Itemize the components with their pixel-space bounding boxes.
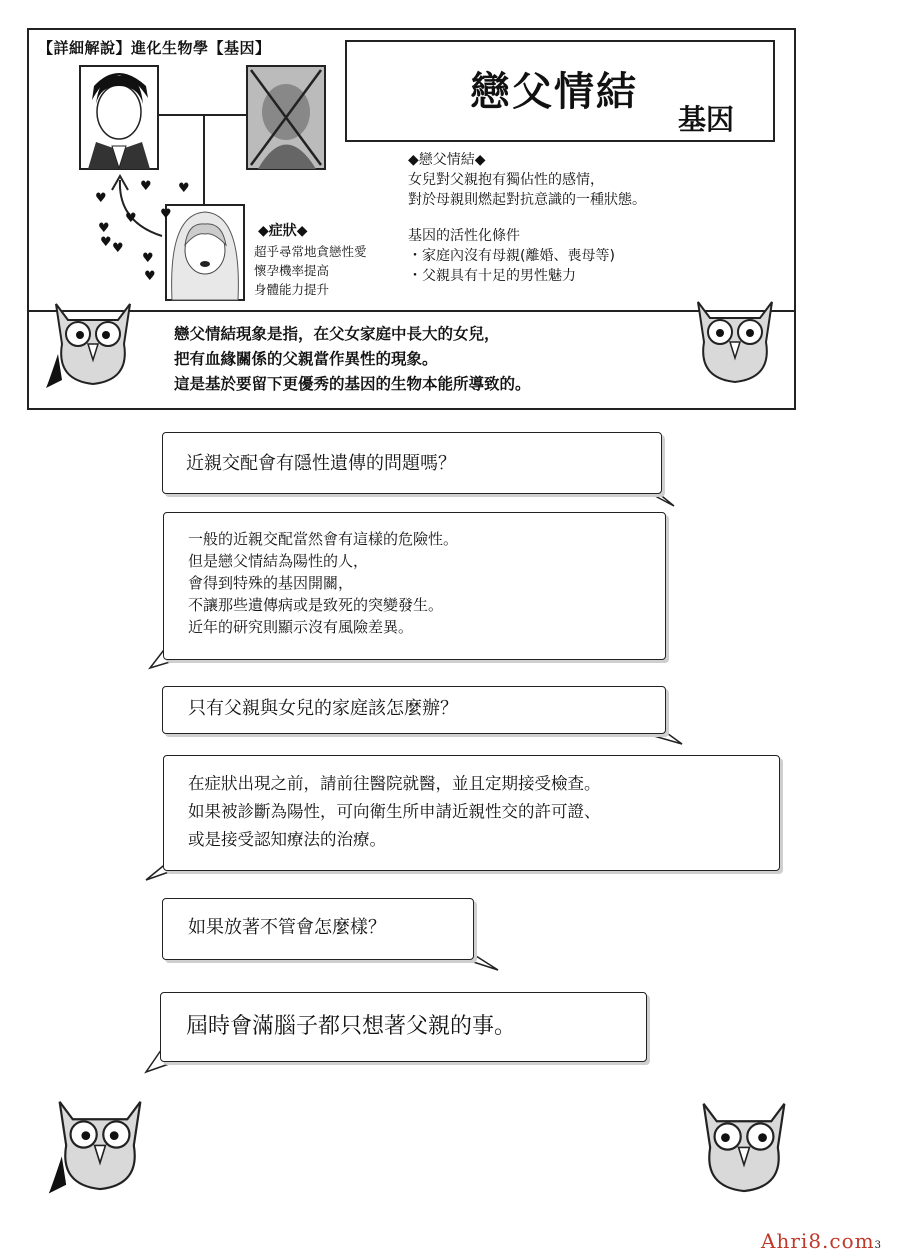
answer-line: 不讓那些遺傳病或是致死的突變發生。 — [188, 596, 444, 614]
summary-line: 這是基於要留下更優秀的基因的生物本能所導致的。 — [174, 375, 531, 393]
definition-heading: ◆戀父情結◆ — [408, 152, 486, 168]
svg-text:♥: ♥ — [100, 235, 112, 250]
answer-text — [188, 770, 601, 854]
answer-line: 近年的研究則顯示沒有風險差異。 — [188, 618, 414, 636]
summary-line: 戀父情結現象是指，在父女家庭中長大的女兒， — [174, 325, 500, 343]
symptom-item: 懷孕機率提高 — [254, 263, 330, 278]
question-text: 如果放著不管會怎麼樣？ — [188, 917, 386, 938]
watermark — [761, 1229, 882, 1253]
page-number: 3 — [874, 1240, 882, 1251]
svg-text:♥: ♥ — [98, 221, 110, 236]
answer-line: 如果被診斷為陽性，可向衛生所申請近親性交的許可證、 — [188, 802, 601, 821]
question-text: 只有父親與女兒的家庭該怎麼辦？ — [188, 698, 458, 719]
svg-text:♥: ♥ — [112, 241, 124, 256]
condition-item: ・父親具有十足的男性魅力 — [408, 268, 576, 284]
answer-line: 會得到特殊的基因開關， — [188, 574, 354, 592]
owl-mascot-icon — [684, 1082, 804, 1202]
symptom-item: 超乎尋常地貪戀性愛 — [254, 244, 367, 259]
page-subtitle: 基因 — [678, 103, 735, 136]
conditions-heading: 基因的活性化條件 — [408, 228, 520, 244]
owl-mascot-icon — [40, 1080, 160, 1200]
svg-text:♥: ♥ — [125, 211, 137, 226]
definition-line: 對於母親則燃起對抗意識的一種狀態。 — [408, 192, 646, 208]
condition-item: ・家庭內沒有母親(離婚、喪母等) — [408, 248, 615, 264]
watermark-text: Ahri8.com — [761, 1229, 875, 1253]
definition-line: 女兒對父親抱有獨佔性的感情， — [408, 172, 604, 188]
answer-text — [188, 528, 458, 638]
symptoms-heading: ◆症狀◆ — [258, 223, 308, 239]
answer-text: 屆時會滿腦子都只想著父親的事。 — [186, 1014, 517, 1039]
question-text: 近親交配會有隱性遺傳的問題嗎？ — [186, 453, 456, 474]
answer-line: 一般的近親交配當然會有這樣的危險性。 — [188, 530, 459, 548]
symptom-item: 身體能力提升 — [254, 282, 330, 297]
svg-text:♥: ♥ — [142, 251, 154, 266]
svg-text:♥: ♥ — [178, 181, 190, 196]
section-header: 【詳細解說】進化生物學【基因】 — [38, 39, 271, 57]
svg-text:♥: ♥ — [95, 191, 107, 206]
answer-line: 但是戀父情結為陽性的人， — [188, 552, 369, 570]
svg-text:♥: ♥ — [140, 179, 152, 194]
svg-text:♥: ♥ — [144, 269, 156, 284]
summary-line: 把有血緣關係的父親當作異性的現象。 — [174, 350, 438, 368]
svg-text:♥: ♥ — [160, 207, 172, 222]
answer-line: 在症狀出現之前，請前往醫院就醫，並且定期接受檢查。 — [188, 774, 601, 793]
answer-line: 或是接受認知療法的治療。 — [188, 830, 386, 849]
page-title: 戀父情結 — [470, 69, 638, 115]
